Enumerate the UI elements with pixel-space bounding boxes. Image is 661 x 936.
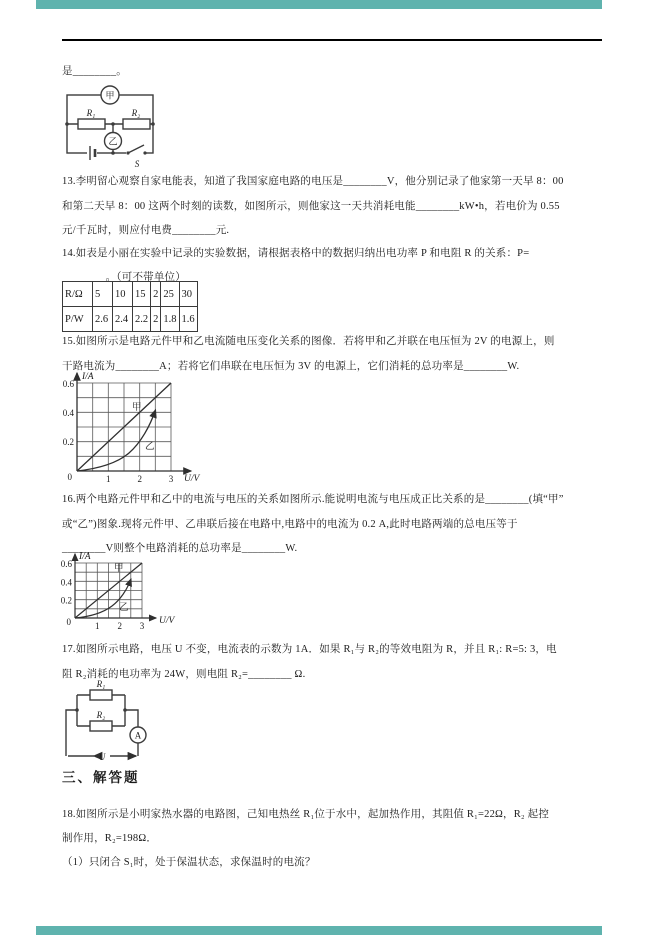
bottom-accent-bar — [36, 926, 602, 935]
origin-label: 0 — [67, 472, 72, 482]
question-17-line-2: 阻 R₂消耗的电功率为 24W，则电阻 R₂=________ Ω. — [62, 668, 306, 680]
experiment-data-table — [62, 281, 198, 332]
ammeter-label: A — [134, 730, 142, 741]
meter-yi-label: 乙 — [108, 136, 118, 147]
r2-label: R₂ — [96, 710, 106, 720]
table-row-power — [63, 307, 198, 332]
series-jia-label: 甲 — [114, 564, 124, 574]
prev-question-blank: 是________。 — [62, 66, 127, 77]
resistor-r2 — [123, 119, 150, 129]
series-jia-label: 甲 — [132, 403, 142, 413]
table-cell: 25 — [161, 282, 179, 307]
switch-label: S — [134, 159, 140, 169]
table-cell: 2.6 — [93, 307, 113, 332]
question-13 — [62, 170, 614, 244]
xtick-2: 2 — [117, 621, 122, 631]
ytick-0.4: 0.4 — [60, 577, 72, 588]
table-cell: 2.2 — [133, 307, 151, 332]
xtick-2: 2 — [137, 474, 142, 484]
ytick-0.6: 0.6 — [62, 379, 74, 389]
question-18 — [62, 803, 614, 875]
table-cell: 2.4 — [113, 307, 133, 332]
question-18-line-2: 制作用，R₂=198Ω． — [62, 833, 158, 844]
top-accent-bar — [36, 0, 602, 9]
top-divider-line — [62, 39, 602, 41]
question-15-line-2: 干路电流为________A；若将它们串联在电压恒为 3V 的电源上，它们消耗的总功率是________W. — [62, 360, 520, 372]
table-cell: 15 — [133, 282, 151, 307]
iu-graph-q16 — [42, 550, 192, 640]
table-cell: P/W — [63, 307, 93, 332]
question-16-line-1: 16.两个电路元件甲和乙中的电流与电压的关系如图所示.能说明电流与电压成正比关系的是________(填“甲” — [62, 494, 564, 505]
question-16-line-3: ________V则整个电路消耗的总功率是________W. — [62, 543, 298, 554]
xtick-3: 3 — [139, 621, 145, 631]
table-cell: R/Ω — [63, 282, 93, 307]
xtick-3: 3 — [168, 474, 174, 484]
y-axis-label: I/A — [82, 372, 94, 382]
question-13-line-1: 13.李明留心观察自家电能表，知道了我国家庭电路的电压是________V，他分别记录了他家第一天早 8：00 — [62, 176, 564, 187]
table-cell: 1.8 — [161, 307, 179, 332]
circuit-diagram-parallel — [58, 678, 188, 766]
ytick-0.4: 0.4 — [62, 408, 74, 418]
table-cell: 30 — [179, 282, 197, 307]
question-18-line-1: 18.如图所示是小明家热水器的电路图，己知电热丝 R₁位于水中，起加热作用，其阻值 R₁=22Ω，R₂ 起控 — [62, 809, 550, 820]
question-18-line-3: （1）只闭合 S₁时，处于保温状态，求保温时的电流？ — [62, 857, 316, 868]
ytick-0.2: 0.2 — [60, 595, 72, 606]
question-13-line-2: 和第二天早 8：00 这两个时刻的读数，如图所示，则他家这一天共消耗电能________kW•h，若电价为 0.55 — [62, 200, 560, 212]
question-17-line-1: 17.如图所示电路，电压 U 不变，电流表的示数为 1A．如果 R₁与 R₂的等效电阻为 R，并且 R₁: R=5: 3，电 — [62, 644, 557, 655]
resistor-r1 — [78, 119, 105, 129]
origin-label: 0 — [66, 617, 71, 627]
y-axis-label: I/A — [79, 552, 91, 562]
r1-label: R₁ — [86, 108, 96, 118]
xtick-1: 1 — [95, 621, 100, 631]
resistor-r2 — [90, 721, 112, 731]
question-15-line-1: 15.如图所示是电路元件甲和乙电流随电压变化关系的图像．若将甲和乙并联在电压恒为 2V 的电源上，则 — [62, 336, 555, 347]
table-row-resistance — [63, 282, 198, 307]
r1-label: R₁ — [96, 679, 106, 689]
question-16-line-2: 或“乙”)图象.现将元件甲、乙串联后接在电路中,电路中的电流为 0.2 A,此时电路两端的总电压等于 — [62, 518, 518, 530]
circuit-diagram-meters — [60, 80, 220, 175]
voltage-u-label: U — [98, 752, 106, 762]
curve-yi — [77, 410, 156, 471]
table-cell: 2 — [151, 307, 161, 332]
question-14-line-1: 14.如表是小丽在实验中记录的实验数据，请根据表格中的数据归纳出电功率 P 和电阻 R 的关系：P= — [62, 248, 530, 259]
question-14-line-2: ________。（可不带单位） — [62, 272, 186, 283]
table-cell: 10 — [113, 282, 133, 307]
ytick-0.6: 0.6 — [60, 559, 72, 569]
xtick-1: 1 — [106, 474, 111, 484]
series-yi-label: 乙 — [145, 442, 155, 452]
section-3-heading: 三、解答题 — [62, 770, 140, 785]
series-yi-label: 乙 — [119, 603, 129, 613]
table-cell: 1.6 — [179, 307, 197, 332]
table-cell: 2 — [151, 282, 161, 307]
x-axis-label: U/V — [184, 474, 200, 484]
table-cell: 5 — [93, 282, 113, 307]
question-13-line-3: 元/千瓦时，则应付电费________元. — [62, 225, 230, 236]
ytick-0.2: 0.2 — [62, 437, 74, 447]
iu-graph-q15 — [38, 368, 238, 490]
x-axis-label: U/V — [159, 616, 175, 626]
resistor-r1 — [90, 690, 112, 700]
meter-jia-label: 甲 — [105, 90, 115, 101]
r2-label: R₂ — [131, 108, 141, 118]
